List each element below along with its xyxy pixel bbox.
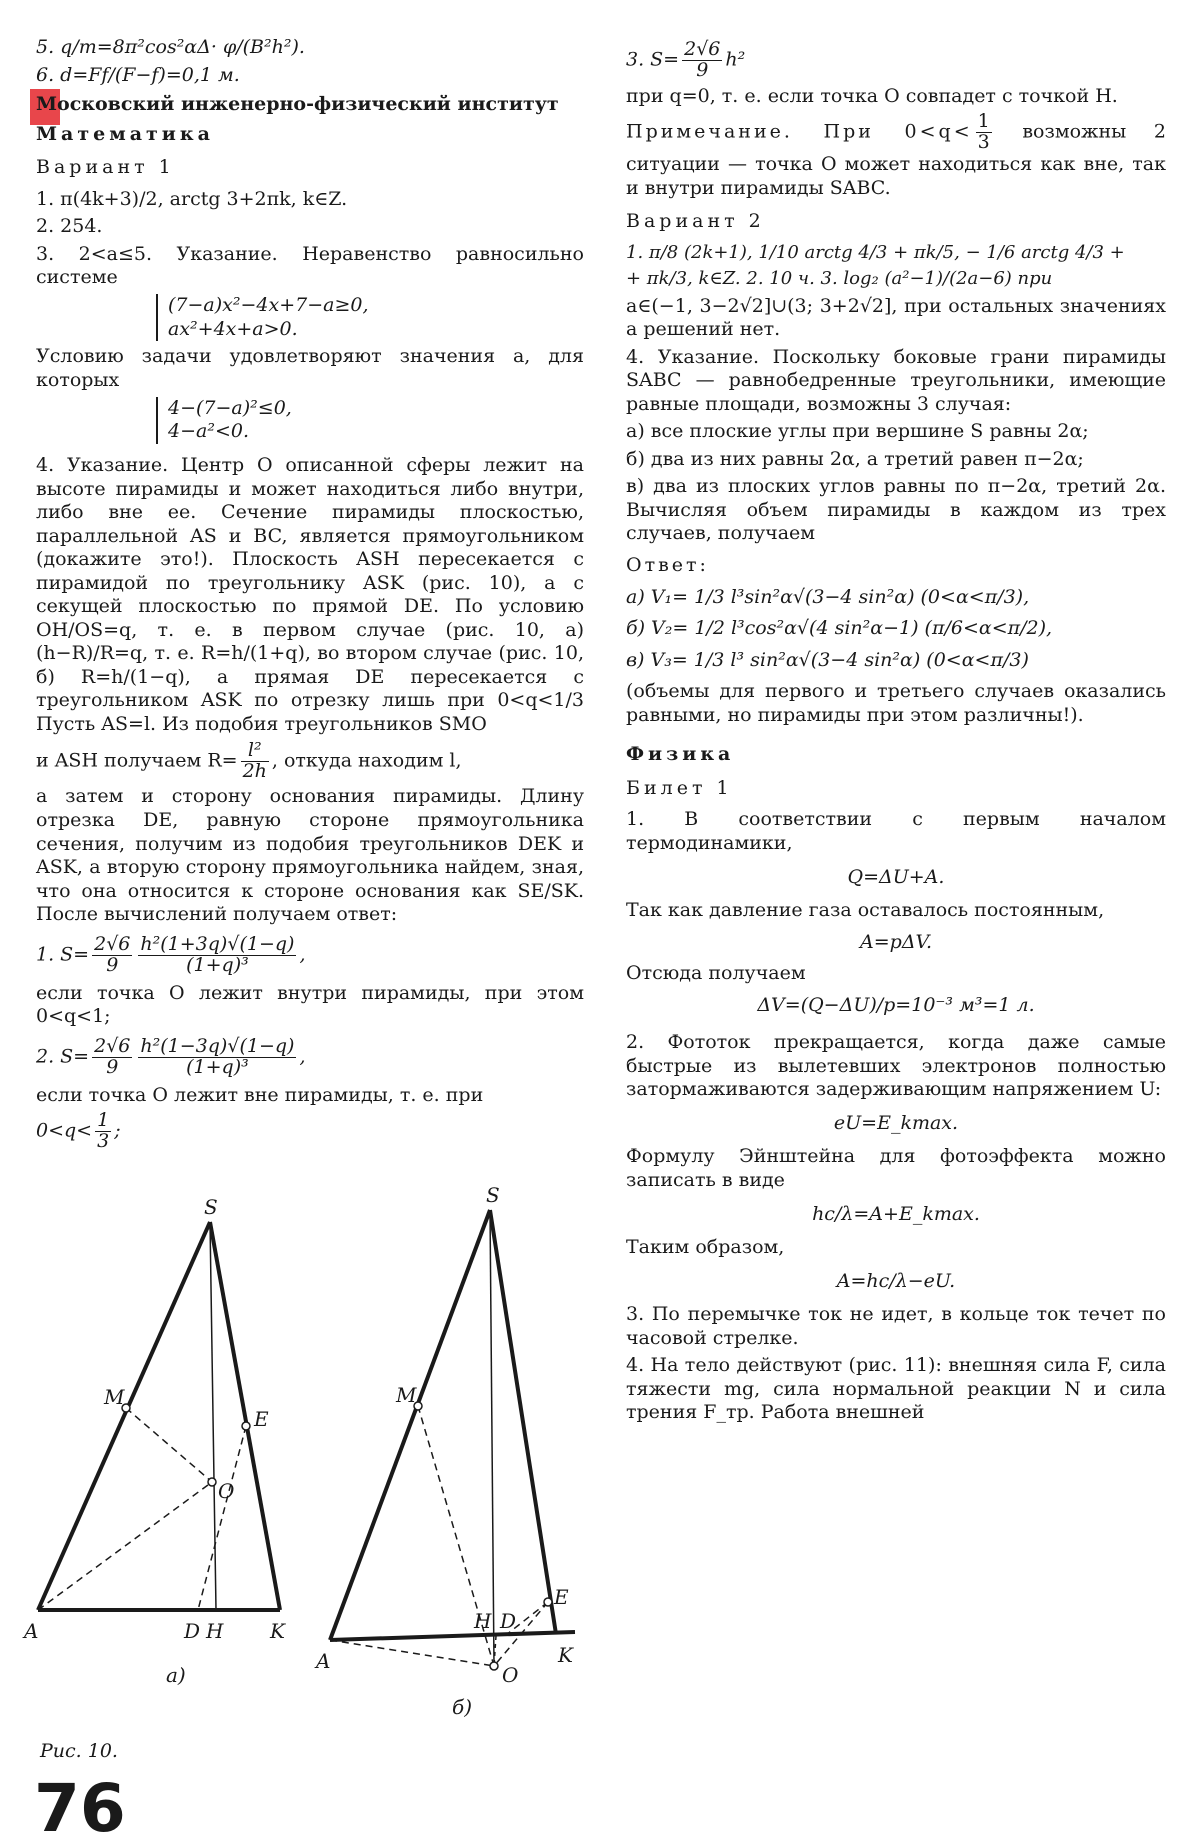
case-b: б) два из них равны 2α, а третий равен π−2α;: [626, 447, 1084, 470]
figure-10: [20, 1182, 580, 1742]
left-column: [36, 36, 584, 1156]
formula-2-range: [36, 1111, 584, 1152]
system-2-line-1: 4−(7−a)²≤0,: [168, 396, 292, 419]
physics-2: 2. Фототок прекращается, когда даже самые быстрые из вылетевших электронов полностью затормаживаются задерживающим напряжением U:: [626, 1031, 1166, 1101]
label-a-S: S: [204, 1195, 218, 1219]
formula-2-num: h²(1−3q)√(1−q): [140, 1034, 295, 1057]
note-den: 3: [977, 131, 990, 154]
answer-2: 2. 254.: [36, 215, 103, 238]
system-1: [156, 294, 369, 342]
point-E: [242, 1422, 250, 1430]
page-number: 76: [34, 1770, 126, 1847]
point-E-b: [544, 1598, 552, 1606]
label-b-M: M: [396, 1383, 417, 1407]
label-a-A: A: [24, 1619, 39, 1643]
radius-fraction: [241, 738, 269, 782]
point-O-b: [490, 1662, 498, 1670]
range-num: 1: [97, 1109, 110, 1132]
institute-heading: [36, 93, 559, 117]
label-b-S: S: [486, 1183, 500, 1207]
case-c: в) два из плоских углов равны по π−2α, третий 2α. Вычисляя объем пирамиды в каждом из трех случаев, получаем: [626, 475, 1166, 545]
r3-fraction: [682, 40, 722, 81]
formula-2-main: [138, 1034, 296, 1078]
case-a: а) все плоские углы при вершине S равны 2α;: [626, 420, 1089, 443]
label-b-H: H: [474, 1609, 492, 1633]
right-column: [626, 36, 1166, 1429]
answer-4-part-1: 4. Указание. Центр O описанной сферы лежит на высоте пирамиды и может находиться либо внутри, либо вне ее. Сечение пирамиды плоскостью, параллельной AS и BC, является прямоугольником (докажите это!). Плоскость ASH пересекается с пирамидой по треугольнику ASK (рис. 10), а с секущей плоскостью по прямой DE. По условию OH/OS=q, т. е. в первом случае (рис. 10, а) (h−R)/R=q, т. е. R=h/(1+q), во втором случае (рис. 10, б) R=h/(1−q), а прямая DE пересекается с треугольником ASK по отрезку лишь при 0<q<1/3 Пусть AS=l. Из подобия треугольников SMO: [36, 454, 584, 736]
label-b-O: O: [502, 1663, 519, 1687]
answer-4-radius-line: [36, 738, 584, 782]
physics-1c: Отсюда получаем: [626, 962, 806, 985]
segment-AO-b: [330, 1640, 494, 1666]
volume-c: в) V₃= 1/3 l³ sin²α√(3−4 sin²α) (0<α<π/3): [626, 648, 1029, 671]
formula-2-lead: 2. S=: [36, 1045, 90, 1068]
answer-4-tail: , откуда находим l,: [271, 749, 462, 772]
answer-line-6: 6. d=Ff/(F−f)=0,1 м.: [36, 63, 240, 86]
range-den: 3: [97, 1130, 110, 1153]
answer-4-part-2: а затем и сторону основания пирамиды. Длину отрезка DE, равную стороне прямоугольника сечения, получим из подобия треугольников DEK и ASK, а вторую сторону прямоугольника найдем, зная, что она относится к стороне основания как SE/SK. После вычислений получаем ответ:: [36, 785, 584, 926]
equation-6: A=hc/λ−eU.: [836, 1269, 956, 1292]
volume-a: а) V₁= 1/3 l³sin²α√(3−4 sin²α) (0<α<π/3),: [626, 585, 1030, 608]
physics-heading: Физика: [626, 743, 735, 766]
formula-2: 2. S= $\frac{2√6}{9}$ $\frac{\text{h²(1−3q)√(1−q)}}{\text{(1+q)³}}$ ,: [36, 1034, 306, 1078]
physics-2b: Формулу Эйнштейна для фотоэффекта можно записать в виде: [626, 1145, 1166, 1191]
note-fraction: [976, 112, 992, 153]
formula-1: 1. S= $\frac{2√6}{9}$ $\frac{\text{h²(1+3q)√(1−q)}}{\text{(1+q)³}}$ ,: [36, 932, 306, 976]
volume-b: б) V₂= 1/2 l³cos²α√(4 sin²α−1) (π/6<α<π/2),: [626, 617, 1053, 640]
range-tail: ;: [114, 1119, 121, 1142]
label-a-M: M: [104, 1385, 125, 1409]
segment-ED: [198, 1426, 246, 1610]
v2-line-3: a∈(−1, 3−2√2]∪(3; 3+2√2], при остальных значениях a решений нет.: [626, 294, 1166, 341]
height-SH-b: [490, 1210, 494, 1666]
physics-1: 1. В соответствии с первым началом термодинамики,: [626, 808, 1166, 854]
formula-1-condition: если точка O лежит внутри пирамиды, при этом 0<q<1;: [36, 981, 584, 1028]
physics-2c: Таким образом,: [626, 1236, 785, 1259]
volumes-note: (объемы для первого и третьего случаев оказались равными, но пирамиды при этом различны!).: [626, 680, 1166, 726]
system-2-line-2: 4−a²<0.: [168, 420, 250, 443]
formula-1-den: (1+q)³: [186, 953, 249, 976]
v2-answer-4: 4. Указание. Поскольку боковые грани пирамиды SABC — равнобедренные треугольники, имеющие равные площади, возможны 3 случая:: [626, 345, 1166, 415]
edge-AS: [38, 1222, 210, 1610]
note-num: 1: [977, 110, 990, 133]
formula-2-coef-num: 2√6: [94, 1034, 131, 1057]
variant-1-heading: Вариант 1: [36, 156, 175, 179]
condition-text: Условию задачи удовлетворяют значения a, для которых: [36, 345, 584, 391]
physics-1b: Так как давление газа оставалось постоянным,: [626, 899, 1105, 922]
radius-fraction-num: l²: [241, 741, 269, 762]
system-1-line-1: (7−a)x²−4x+7−a≥0,: [168, 293, 369, 316]
segment-AO: [38, 1482, 212, 1610]
formula-2-den: (1+q)³: [186, 1055, 249, 1078]
r3-tail: h²: [725, 48, 746, 71]
label-a-E: E: [254, 1407, 269, 1431]
note: [626, 112, 1166, 200]
equation-4: eU=E_kmax.: [833, 1111, 959, 1134]
range-fraction: [95, 1111, 111, 1152]
formula-1-main: [138, 932, 296, 976]
formula-1-lead: 1. S=: [36, 943, 90, 966]
figure-10a: [22, 1195, 286, 1687]
range-lead: 0<q<: [36, 1119, 93, 1142]
v2-line-2: + πk/3, k∈Z. 2. 10 ч. 3. log₂ (a²−1)/(2a−6) при: [626, 268, 1053, 290]
answer-r3: [626, 40, 1166, 81]
answer-label: Ответ:: [626, 554, 709, 577]
subfigure-b-label: б): [452, 1695, 473, 1719]
system-1-line-2: ax²+4x+a>0.: [168, 317, 298, 340]
answer-1: 1. π(4k+3)/2, arctg 3+2πk, k∈Z.: [36, 187, 348, 210]
label-b-A: A: [316, 1649, 331, 1673]
formula-2-coef: [92, 1034, 132, 1078]
edge-SK-b: [490, 1210, 556, 1634]
equation-3: ΔV=(Q−ΔU)/p=10⁻³ м³=1 л.: [757, 993, 1035, 1016]
formula-2-condition: если точка O лежит вне пирамиды, т. е. при: [36, 1083, 484, 1106]
r3-lead: 3. S=: [626, 48, 680, 71]
formula-2-coef-den: 9: [106, 1055, 119, 1078]
physics-3: 3. По перемычке ток не идет, в кольце ток течет по часовой стрелке.: [626, 1303, 1166, 1349]
ticket-1-heading: Билет 1: [626, 776, 733, 799]
point-O: [208, 1478, 216, 1486]
answer-4-lead: и ASH получаем R=: [36, 749, 238, 772]
label-b-K: K: [558, 1643, 573, 1667]
r3-num: 2√6: [684, 38, 721, 60]
answer-3: 3. 2<a≤5. Указание. Неравенство равносильно системе: [36, 242, 584, 289]
edge-AK-b: [330, 1632, 575, 1640]
label-a-D: D: [184, 1619, 201, 1643]
equation-1: Q=ΔU+A.: [847, 865, 945, 888]
label-a-O: O: [218, 1479, 235, 1503]
formula-1-coef-num: 2√6: [94, 932, 131, 955]
subfigure-a-label: а): [166, 1663, 186, 1687]
edge-SK: [210, 1222, 280, 1610]
label-a-K: K: [270, 1619, 285, 1643]
physics-4: 4. На тело действуют (рис. 11): внешняя сила F, сила тяжести mg, сила нормальной реакции N и сила трения F_тр. Работа внешней: [626, 1354, 1166, 1424]
r3-den: 9: [696, 58, 709, 81]
formula-1-coef: [92, 932, 132, 976]
answer-line-5: 5. q/m=8π²cos²αΔ· φ/(B²h²).: [36, 36, 305, 58]
v2-line-1: 1. π/8 (2k+1), 1/10 arctg 4/3 + πk/5, − 1/6 arctg 4/3 +: [626, 241, 1125, 263]
label-b-E: E: [554, 1585, 569, 1609]
note-lead: Примечание. При 0<q<: [626, 120, 973, 143]
edge-AS-b: [330, 1210, 490, 1640]
equation-2: A=pΔV.: [860, 930, 932, 953]
label-a-H: H: [206, 1619, 224, 1643]
figure-10b: [314, 1183, 575, 1719]
height-SH: [210, 1222, 216, 1610]
r3-text: при q=0, т. е. если точка O совпадет с точкой H.: [626, 84, 1118, 107]
figure-caption: Рис. 10.: [40, 1740, 118, 1762]
equation-5: hc/λ=A+E_kmax.: [812, 1202, 980, 1225]
label-b-D: D: [500, 1609, 517, 1633]
math-heading: Математика: [36, 122, 214, 145]
variant-2-heading: Вариант 2: [626, 210, 765, 233]
radius-fraction-den: 2h: [242, 759, 267, 782]
formula-1-coef-den: 9: [106, 953, 119, 976]
system-2: [156, 397, 292, 445]
segment-MO: [126, 1408, 212, 1482]
note-tail: возможны 2 ситуации — точка O может находиться как вне, так и внутри пирамиды SABC.: [626, 120, 1167, 199]
institute-title: Московский инженерно-физический институт: [36, 93, 559, 116]
formula-1-num: h²(1+3q)√(1−q): [140, 932, 295, 955]
